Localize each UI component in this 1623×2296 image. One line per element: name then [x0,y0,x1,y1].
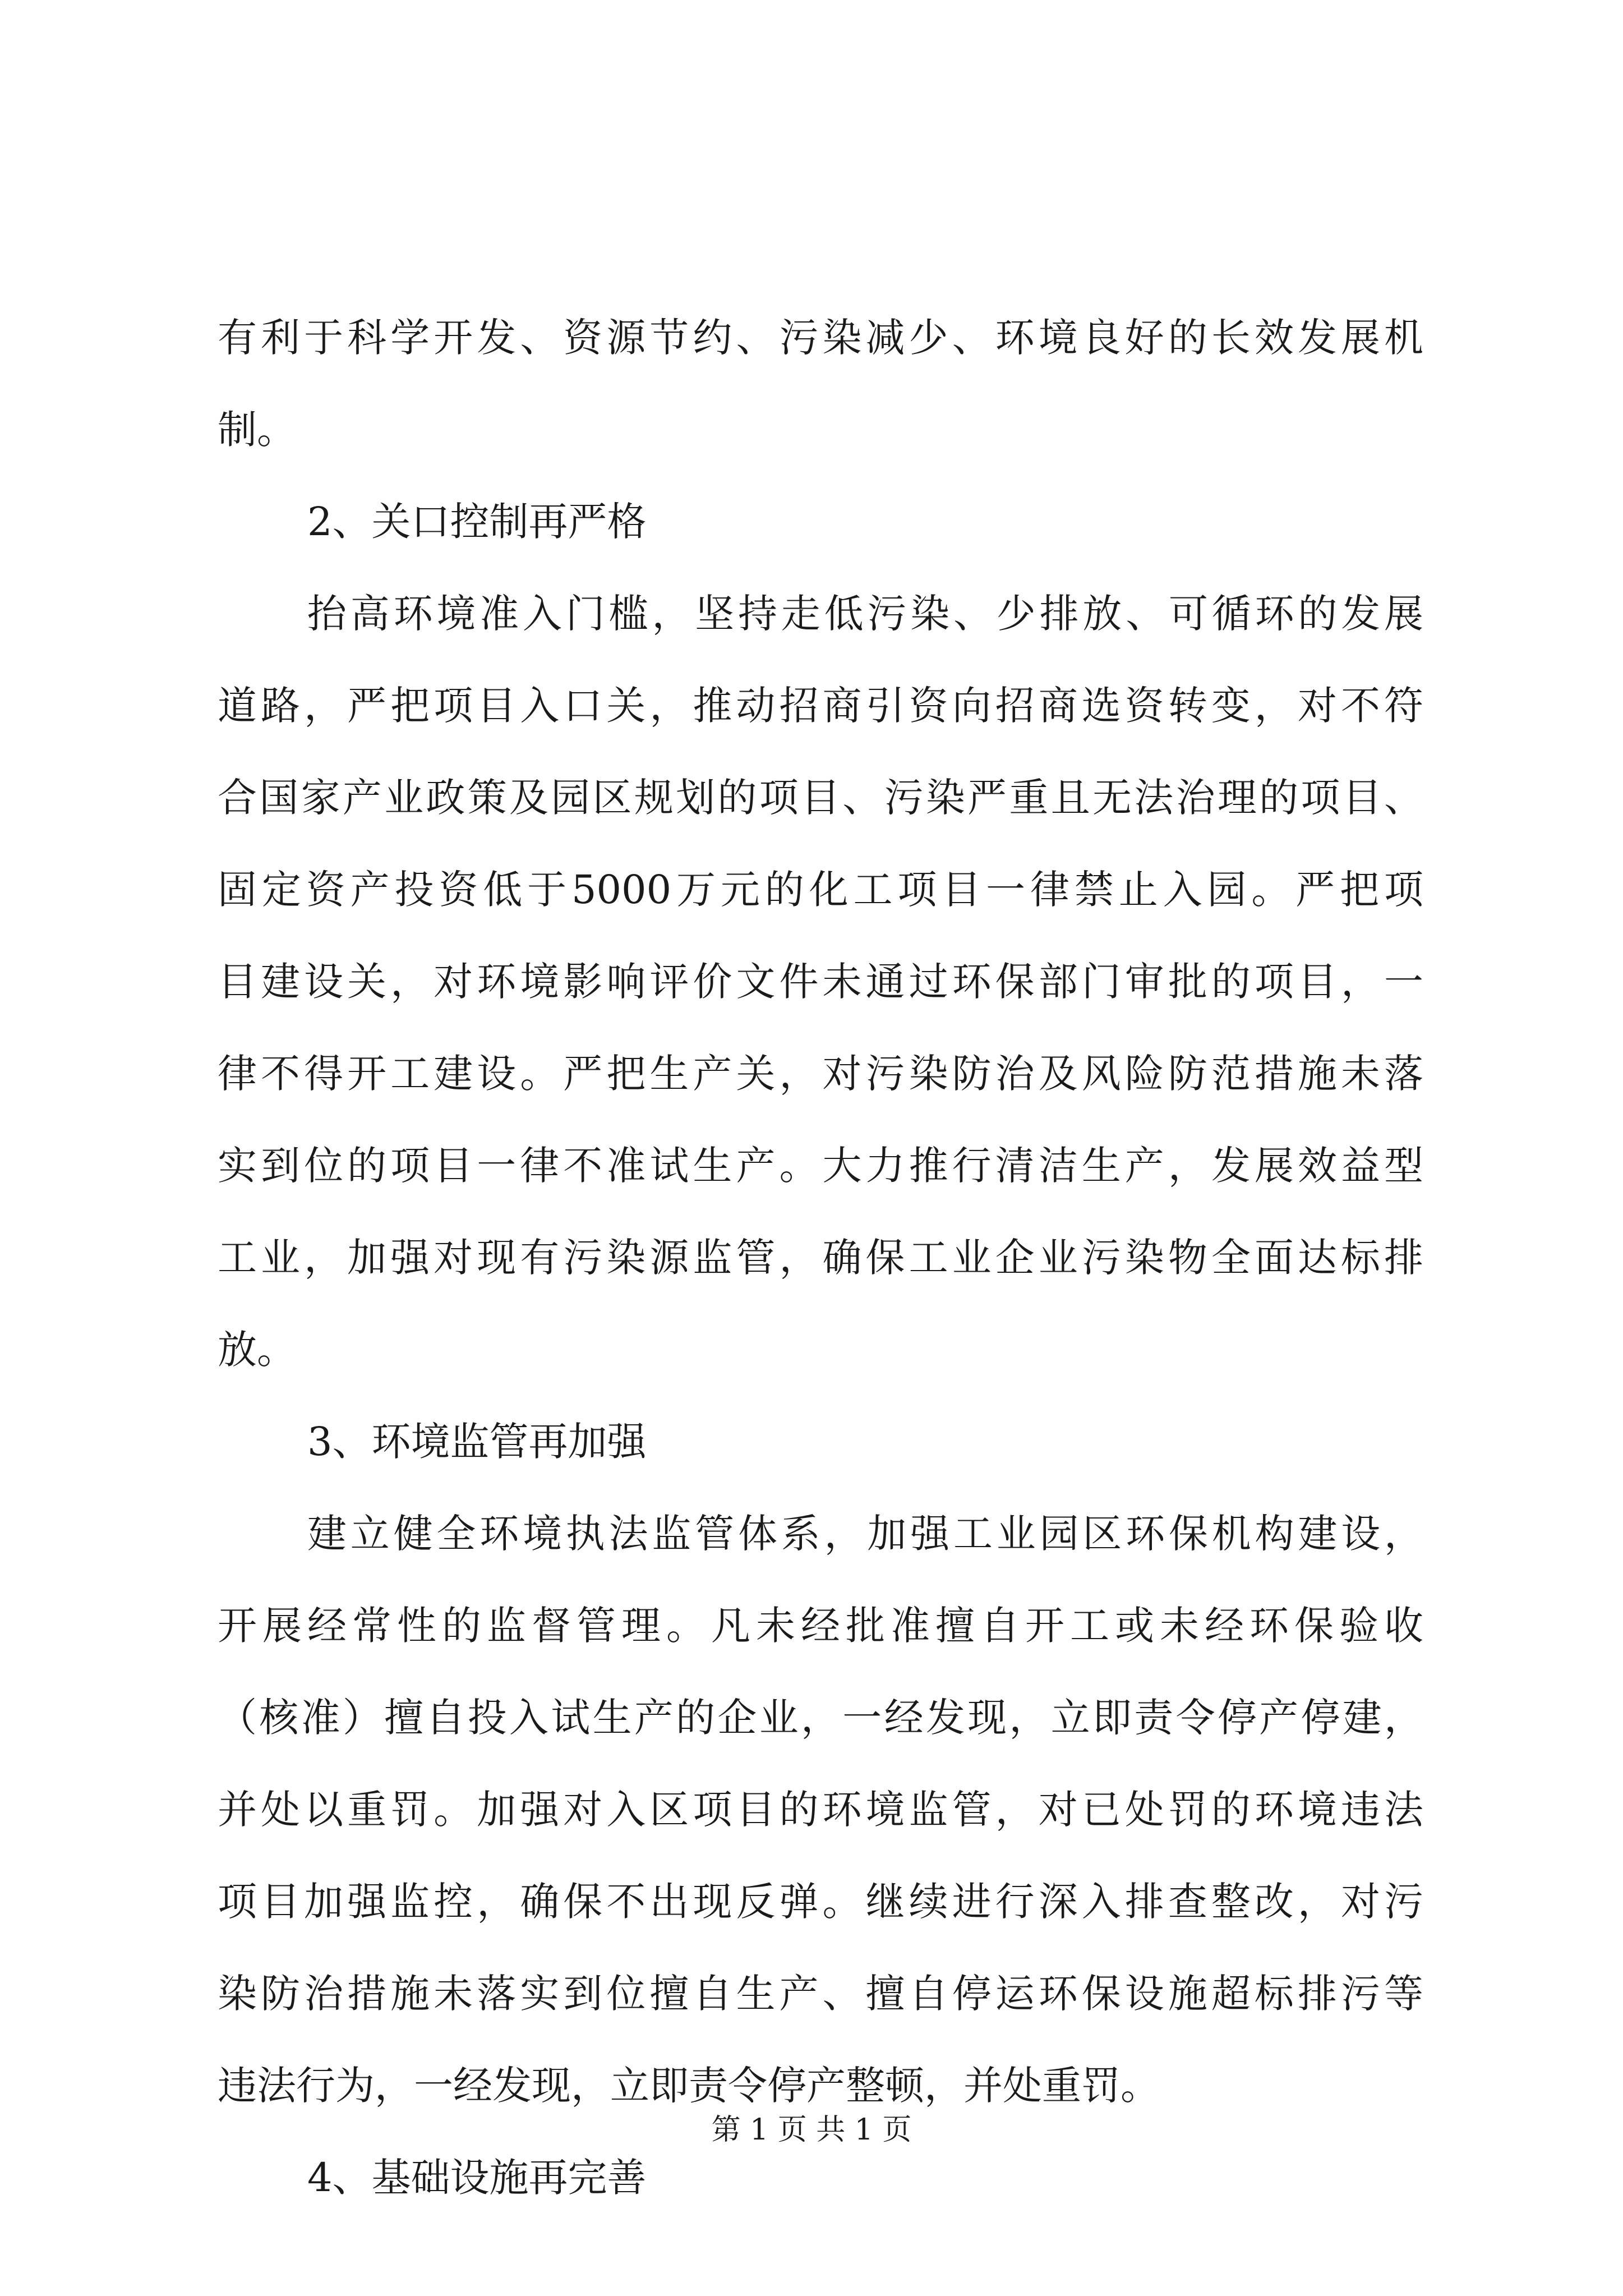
paragraph-line: 律不得开工建设。严把生产关，对污染防治及风险防范措施未落 [218,1051,1423,1097]
paragraph-line: 有利于科学开发、资源节约、污染减少、环境良好的长效发展机 [218,315,1423,361]
paragraph-line: 合国家产业政策及园区规划的项目、污染严重且无法治理的项目、 [218,775,1423,821]
document-body [218,292,1423,2224]
paragraph-line: 工业，加强对现有污染源监管，确保工业企业污染物全面达标排 [218,1235,1423,1281]
paragraph-line: 实到位的项目一律不准试生产。大力推行清洁生产，发展效益型 [218,1143,1423,1189]
page-number: 第 1 页 共 1 页 [711,2113,912,2147]
paragraph-line: 抬高环境准入门槛，坚持走低污染、少排放、可循环的发展 [307,591,1423,637]
section-heading: 4、基础设施再完善 [307,2155,647,2201]
paragraph-line: 建立健全环境执法监管体系，加强工业园区环保机构建设， [307,1511,1423,1557]
section-heading: 3、环境监管再加强 [307,1419,647,1465]
paragraph-line: 违法行为，一经发现，立即责令停产整顿，并处重罚。 [218,2063,1160,2109]
paragraph-line: 固定资产投资低于5000万元的化工项目一律禁止入园。严把项 [218,867,1423,913]
paragraph-line: （核准）擅自投入试生产的企业，一经发现，立即责令停产停建， [218,1695,1423,1741]
paragraph-line: 开展经常性的监督管理。凡未经批准擅自开工或未经环保验收 [218,1603,1423,1649]
paragraph-line: 放。 [218,1327,296,1373]
section-heading: 2、关口控制再严格 [307,499,647,545]
paragraph-line: 道路，严把项目入口关，推动招商引资向招商选资转变，对不符 [218,683,1423,729]
paragraph-line: 项目加强监控，确保不出现反弹。继续进行深入排查整改，对污 [218,1879,1423,1925]
paragraph-line: 目建设关，对环境影响评价文件未通过环保部门审批的项目，一 [218,959,1423,1005]
paragraph-line: 染防治措施未落实到位擅自生产、擅自停运环保设施超标排污等 [218,1971,1423,2017]
paragraph-line: 制。 [218,407,296,453]
paragraph-line: 并处以重罚。加强对入区项目的环境监管，对已处罚的环境违法 [218,1787,1423,1833]
